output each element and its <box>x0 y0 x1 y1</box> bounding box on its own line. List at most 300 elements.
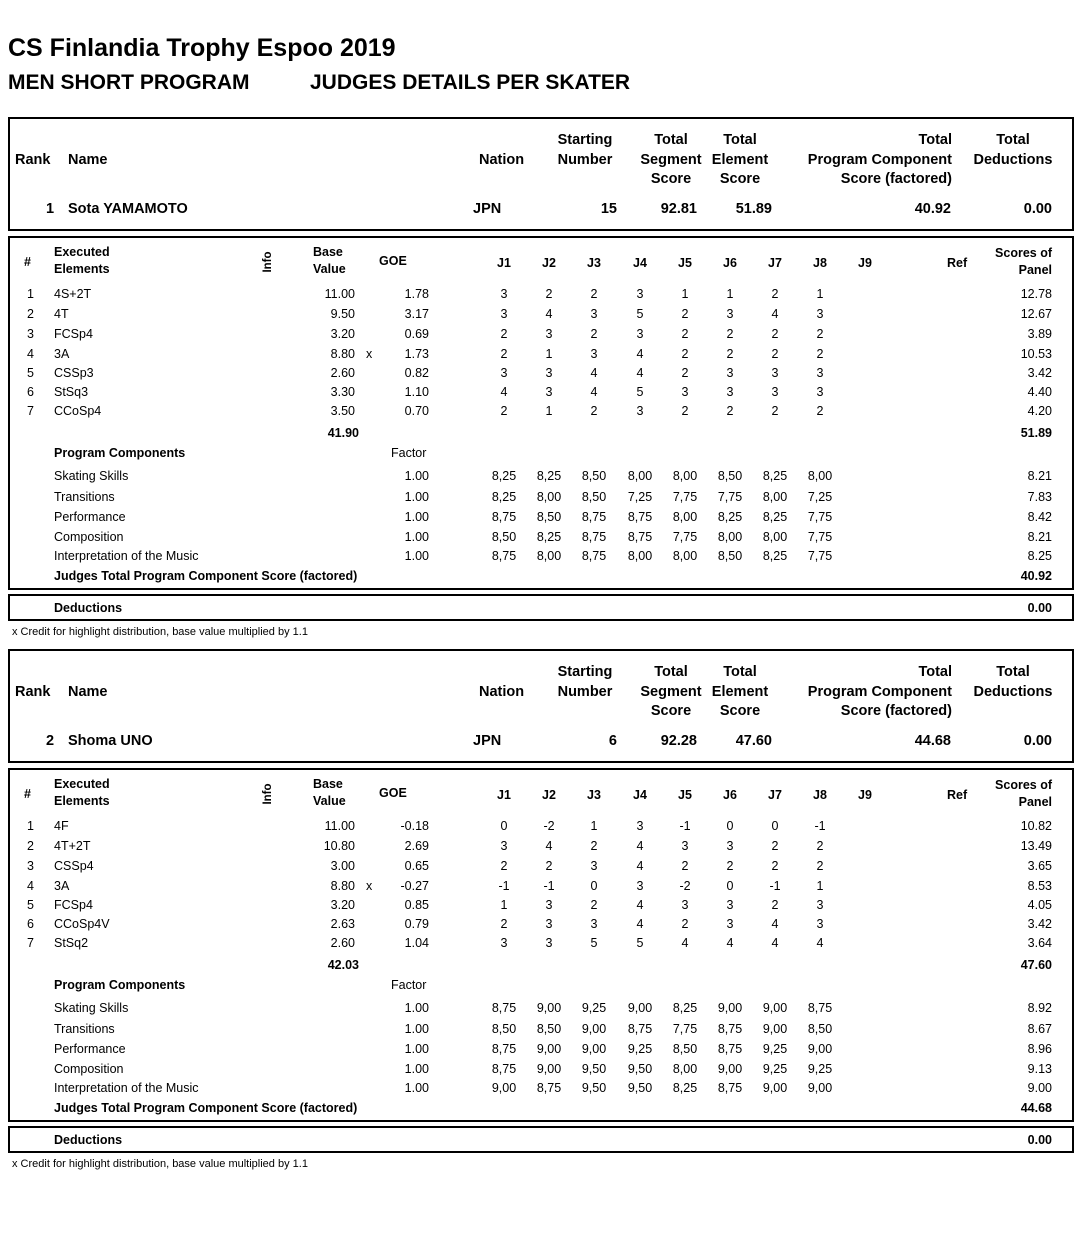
judge-component-score: 8,00 <box>672 510 698 524</box>
judge-goe: 3 <box>500 307 508 321</box>
judge-header: J2 <box>542 256 556 270</box>
judge-goe: -2 <box>679 879 691 893</box>
info-header: Info <box>262 251 274 273</box>
judge-goe: 3 <box>726 366 734 380</box>
pcs-total-value: 44.68 <box>1020 1101 1052 1115</box>
goe-header: GOE <box>379 254 407 268</box>
judge-component-score: 9,25 <box>581 1001 607 1015</box>
judge-component-score: 8,50 <box>807 1022 833 1036</box>
judge-goe: 2 <box>500 917 508 931</box>
footnote: x Credit for highlight distribution, base value multiplied by 1.1 <box>12 1158 308 1170</box>
deductions-label: Deductions <box>54 601 123 615</box>
judge-header: J6 <box>723 256 737 270</box>
deductions-value: 0.00 <box>1027 601 1052 615</box>
judge-goe: 2 <box>681 366 689 380</box>
element-code: 4T <box>54 307 69 321</box>
judge-goe: 2 <box>500 859 508 873</box>
judge-goe: 2 <box>681 347 689 361</box>
judge-goe: 4 <box>771 936 779 950</box>
judge-component-score: 9,00 <box>536 1042 562 1056</box>
judge-component-score: 9,00 <box>536 1001 562 1015</box>
judge-component-score: 8,25 <box>536 530 562 544</box>
judge-goe: 4 <box>545 307 553 321</box>
judge-goe: 1 <box>545 347 553 361</box>
judge-header: J7 <box>768 788 782 802</box>
judge-goe: -1 <box>679 819 691 833</box>
total-deductions-header: Total Deductions <box>973 132 1053 168</box>
judge-goe: 3 <box>726 898 734 912</box>
judge-component-score: 8,75 <box>627 1022 653 1036</box>
scores-of-panel-header: Scores of Panel <box>995 246 1052 277</box>
judge-component-score: 7,25 <box>807 490 833 504</box>
skater-nation: JPN <box>473 733 502 749</box>
component-factor: 1.00 <box>404 1081 429 1095</box>
total-element-score-header: Total Element Score <box>711 664 769 719</box>
judge-component-score: 9,00 <box>536 1062 562 1076</box>
report-title: JUDGES DETAILS PER SKATER <box>310 71 631 94</box>
judge-component-score: 9,00 <box>627 1001 653 1015</box>
deductions-box <box>8 1126 1074 1153</box>
judge-goe: 2 <box>771 404 779 418</box>
judge-header: J4 <box>633 788 647 802</box>
ref-header: Ref <box>947 256 968 270</box>
base-value-total: 41.90 <box>327 426 359 440</box>
scores-of-panel-header: Scores of Panel <box>995 778 1052 809</box>
element-code: 3A <box>54 347 70 361</box>
element-base-value: 3.50 <box>330 404 355 418</box>
skater-tss: 92.81 <box>660 201 697 217</box>
judge-goe: 4 <box>636 347 644 361</box>
element-index: 5 <box>27 898 34 912</box>
element-code: StSq2 <box>54 936 89 950</box>
judge-goe: 2 <box>681 327 689 341</box>
total-deductions-header: Total Deductions <box>973 664 1053 700</box>
element-index: 3 <box>27 859 34 873</box>
component-panel-score: 8.92 <box>1027 1001 1052 1015</box>
highlight-mark: x <box>366 347 373 361</box>
judge-component-score: 9,50 <box>581 1081 607 1095</box>
judge-header: J3 <box>587 788 601 802</box>
judge-component-score: 8,25 <box>762 469 788 483</box>
judge-goe: 3 <box>726 917 734 931</box>
highlight-mark: x <box>366 879 373 893</box>
element-goe: 1.73 <box>404 347 429 361</box>
info-header: Info <box>262 783 274 805</box>
element-base-value: 2.60 <box>330 366 355 380</box>
judge-goe: 3 <box>636 404 644 418</box>
judge-goe: 4 <box>545 839 553 853</box>
judge-header: J4 <box>633 256 647 270</box>
rank-header: Rank <box>15 152 51 168</box>
judge-component-score: 9,25 <box>807 1062 833 1076</box>
judge-goe: 3 <box>545 917 553 931</box>
judge-goe: 1 <box>816 879 824 893</box>
element-base-value: 10.80 <box>323 839 355 853</box>
judge-goe: 5 <box>590 936 598 950</box>
judge-goe: 3 <box>681 839 689 853</box>
total-pcs-header: Total Program Component Score (factored) <box>807 132 952 187</box>
judge-goe: 2 <box>771 347 779 361</box>
judge-goe: 2 <box>590 327 598 341</box>
judge-goe: 3 <box>771 385 779 399</box>
element-index: 6 <box>27 917 34 931</box>
judge-component-score: 8,25 <box>491 490 517 504</box>
judge-goe: 3 <box>816 307 824 321</box>
judge-goe: 3 <box>590 859 598 873</box>
judge-goe: 4 <box>771 917 779 931</box>
element-goe: 0.82 <box>404 366 429 380</box>
judge-component-score: 9,00 <box>762 1001 788 1015</box>
judge-goe: 1 <box>816 287 824 301</box>
element-goe: 0.65 <box>404 859 429 873</box>
element-code: FCSp4 <box>54 327 93 341</box>
judge-goe: 4 <box>816 936 824 950</box>
factor-header: Factor <box>391 978 427 992</box>
judge-component-score: 8,75 <box>491 510 517 524</box>
judge-component-score: 8,25 <box>717 510 743 524</box>
judge-component-score: 9,50 <box>581 1062 607 1076</box>
element-code: CSSp4 <box>54 859 94 873</box>
judge-component-score: 9,00 <box>717 1062 743 1076</box>
judge-goe: 2 <box>681 859 689 873</box>
element-code: 3A <box>54 879 70 893</box>
judge-component-score: 8,50 <box>672 1042 698 1056</box>
skater-rank: 2 <box>46 733 55 749</box>
judge-component-score: 7,75 <box>717 490 743 504</box>
judge-goe: -1 <box>498 879 510 893</box>
element-goe: 0.79 <box>404 917 429 931</box>
judge-component-score: 8,75 <box>491 1062 517 1076</box>
judge-component-score: 8,50 <box>717 549 743 563</box>
skater-start-number: 6 <box>608 733 617 749</box>
judge-goe: 3 <box>816 366 824 380</box>
component-panel-score: 7.83 <box>1027 490 1052 504</box>
element-base-value: 2.63 <box>330 917 355 931</box>
judge-component-score: 8,50 <box>717 469 743 483</box>
judge-goe: 2 <box>771 859 779 873</box>
judge-goe: 2 <box>726 347 734 361</box>
component-panel-score: 9.00 <box>1027 1081 1052 1095</box>
judge-header: J9 <box>858 788 872 802</box>
element-panel-score: 12.67 <box>1020 307 1052 321</box>
judge-goe: 0 <box>590 879 598 893</box>
judge-goe: 2 <box>726 859 734 873</box>
judge-goe: 2 <box>545 859 553 873</box>
judge-component-score: 9,25 <box>627 1042 653 1056</box>
skater-rank: 1 <box>46 201 55 217</box>
component-name: Skating Skills <box>54 1001 129 1015</box>
rank-header: Rank <box>15 684 51 700</box>
element-index: 5 <box>27 366 34 380</box>
component-panel-score: 8.67 <box>1027 1022 1052 1036</box>
executed-elements-header: Executed Elements <box>54 245 110 276</box>
judge-component-score: 8,00 <box>672 469 698 483</box>
judge-goe: 4 <box>636 898 644 912</box>
base-value-total: 42.03 <box>327 958 359 972</box>
judge-header: J6 <box>723 788 737 802</box>
component-name: Skating Skills <box>54 469 129 483</box>
nation-header: Nation <box>479 152 525 168</box>
element-base-value: 8.80 <box>330 347 355 361</box>
judge-goe: 3 <box>636 327 644 341</box>
judge-goe: 3 <box>726 385 734 399</box>
judge-component-score: 8,50 <box>581 490 607 504</box>
judge-goe: 2 <box>590 404 598 418</box>
skater-deductions: 0.00 <box>1023 733 1052 749</box>
judge-goe: -1 <box>769 879 781 893</box>
skater-name: Shoma UNO <box>68 733 153 749</box>
element-base-value: 8.80 <box>330 879 355 893</box>
judge-goe: 0 <box>500 819 508 833</box>
judge-goe: 2 <box>816 859 824 873</box>
judge-goe: 2 <box>726 404 734 418</box>
judge-goe: 0 <box>771 819 779 833</box>
judge-goe: 3 <box>500 287 508 301</box>
judge-component-score: 7,75 <box>807 510 833 524</box>
judge-header: J1 <box>497 256 511 270</box>
skater-start-number: 15 <box>600 201 617 217</box>
element-panel-score: 8.53 <box>1027 879 1052 893</box>
skater-pcs: 40.92 <box>914 201 951 217</box>
component-name: Interpretation of the Music <box>54 1081 199 1095</box>
pcs-total-label: Judges Total Program Component Score (factored) <box>54 1101 358 1115</box>
judge-goe: 3 <box>500 936 508 950</box>
judge-goe: 2 <box>590 898 598 912</box>
judge-component-score: 8,50 <box>581 469 607 483</box>
judge-goe: 5 <box>636 385 644 399</box>
component-factor: 1.00 <box>404 510 429 524</box>
judge-goe: 3 <box>545 327 553 341</box>
judge-goe: 3 <box>590 307 598 321</box>
element-index: 2 <box>27 839 34 853</box>
skater-deductions: 0.00 <box>1023 201 1052 217</box>
component-factor: 1.00 <box>404 1022 429 1036</box>
pcs-total-label: Judges Total Program Component Score (factored) <box>54 569 358 583</box>
judge-component-score: 8,25 <box>672 1001 698 1015</box>
judge-component-score: 8,50 <box>536 510 562 524</box>
executed-elements-header: Executed Elements <box>54 777 110 808</box>
component-panel-score: 8.96 <box>1027 1042 1052 1056</box>
judge-goe: 4 <box>726 936 734 950</box>
judge-header: J8 <box>813 788 827 802</box>
judge-component-score: 8,25 <box>536 469 562 483</box>
judge-goe: -2 <box>543 819 555 833</box>
judge-goe: 2 <box>500 347 508 361</box>
judge-component-score: 7,25 <box>627 490 653 504</box>
skater-tes: 47.60 <box>735 733 772 749</box>
judge-goe: 3 <box>545 385 553 399</box>
element-code: CSSp3 <box>54 366 94 380</box>
event-title: CS Finlandia Trophy Espoo 2019 <box>8 34 396 62</box>
judge-goe: 0 <box>726 879 734 893</box>
element-index: 2 <box>27 307 34 321</box>
judge-component-score: 8,75 <box>491 1042 517 1056</box>
judge-goe: 3 <box>681 385 689 399</box>
judge-component-score: 8,75 <box>581 549 607 563</box>
element-panel-score: 10.53 <box>1020 347 1052 361</box>
judge-goe: 3 <box>771 366 779 380</box>
element-base-value: 3.20 <box>330 898 355 912</box>
component-name: Transitions <box>54 490 115 504</box>
component-panel-score: 8.25 <box>1027 549 1052 563</box>
element-index: 7 <box>27 404 34 418</box>
judge-component-score: 8,75 <box>807 1001 833 1015</box>
deductions-label: Deductions <box>54 1133 123 1147</box>
judge-component-score: 8,50 <box>491 1022 517 1036</box>
skater-tes: 51.89 <box>735 201 772 217</box>
judge-header: J1 <box>497 788 511 802</box>
element-code: 4T+2T <box>54 839 91 853</box>
component-factor: 1.00 <box>404 1042 429 1056</box>
judge-goe: 2 <box>681 404 689 418</box>
judge-component-score: 8,00 <box>536 549 562 563</box>
judge-goe: 2 <box>590 287 598 301</box>
starting-number-header: Starting Number <box>557 664 613 700</box>
judge-header: J5 <box>678 256 692 270</box>
element-goe: 0.69 <box>404 327 429 341</box>
judge-component-score: 8,00 <box>672 1062 698 1076</box>
judge-goe: 3 <box>816 898 824 912</box>
element-base-value: 3.30 <box>330 385 355 399</box>
judge-goe: 2 <box>771 839 779 853</box>
judge-goe: 1 <box>545 404 553 418</box>
judge-goe: 3 <box>545 936 553 950</box>
judge-goe: 3 <box>590 347 598 361</box>
judge-goe: 2 <box>681 917 689 931</box>
judge-component-score: 8,00 <box>762 530 788 544</box>
judge-goe: 2 <box>726 327 734 341</box>
judge-component-score: 8,25 <box>672 1081 698 1095</box>
judge-goe: 4 <box>636 366 644 380</box>
total-segment-score-header: Total Segment Score <box>640 132 702 187</box>
judge-component-score: 8,75 <box>536 1081 562 1095</box>
element-goe: 1.78 <box>404 287 429 301</box>
base-value-header: Base Value <box>313 245 346 276</box>
judge-component-score: 7,75 <box>672 1022 698 1036</box>
judge-goe: 2 <box>771 327 779 341</box>
component-name: Interpretation of the Music <box>54 549 199 563</box>
judge-goe: 3 <box>681 898 689 912</box>
element-num-header: # <box>24 255 31 269</box>
element-code: 4F <box>54 819 69 833</box>
component-panel-score: 8.21 <box>1027 469 1052 483</box>
judge-component-score: 9,25 <box>762 1042 788 1056</box>
component-factor: 1.00 <box>404 469 429 483</box>
element-base-value: 9.50 <box>330 307 355 321</box>
ref-header: Ref <box>947 788 968 802</box>
judge-goe: 4 <box>681 936 689 950</box>
judge-goe: 3 <box>500 839 508 853</box>
judge-goe: 1 <box>681 287 689 301</box>
skater-nation: JPN <box>473 201 502 217</box>
judge-component-score: 7,75 <box>672 490 698 504</box>
judge-component-score: 8,00 <box>807 469 833 483</box>
element-base-value: 3.00 <box>330 859 355 873</box>
name-header: Name <box>68 152 108 168</box>
judge-goe: 2 <box>816 327 824 341</box>
component-name: Performance <box>54 510 126 524</box>
component-factor: 1.00 <box>404 1062 429 1076</box>
pcs-total-value: 40.92 <box>1020 569 1052 583</box>
component-factor: 1.00 <box>404 530 429 544</box>
judge-goe: 3 <box>545 366 553 380</box>
element-index: 4 <box>27 879 34 893</box>
element-index: 1 <box>27 819 34 833</box>
judge-goe: 2 <box>816 839 824 853</box>
judge-header: J5 <box>678 788 692 802</box>
element-num-header: # <box>24 787 31 801</box>
total-pcs-header: Total Program Component Score (factored) <box>807 664 952 719</box>
judge-goe: 1 <box>590 819 598 833</box>
element-goe: -0.18 <box>400 819 429 833</box>
element-panel-score: 3.42 <box>1027 366 1052 380</box>
judge-goe: 2 <box>500 404 508 418</box>
judge-component-score: 8,00 <box>672 549 698 563</box>
component-factor: 1.00 <box>404 549 429 563</box>
goe-header: GOE <box>379 786 407 800</box>
component-panel-score: 8.21 <box>1027 530 1052 544</box>
judge-component-score: 9,00 <box>717 1001 743 1015</box>
judge-component-score: 8,50 <box>536 1022 562 1036</box>
judge-goe: 1 <box>500 898 508 912</box>
judge-component-score: 8,75 <box>581 510 607 524</box>
component-name: Performance <box>54 1042 126 1056</box>
element-index: 7 <box>27 936 34 950</box>
element-panel-score: 12.78 <box>1020 287 1052 301</box>
judge-goe: 2 <box>771 898 779 912</box>
judge-component-score: 7,75 <box>672 530 698 544</box>
deductions-value: 0.00 <box>1027 1133 1052 1147</box>
judge-goe: 2 <box>771 287 779 301</box>
element-panel-score: 13.49 <box>1020 839 1052 853</box>
element-goe: 0.85 <box>404 898 429 912</box>
judge-component-score: 8,25 <box>762 549 788 563</box>
judge-goe: 4 <box>771 307 779 321</box>
judge-component-score: 9,00 <box>762 1022 788 1036</box>
judge-goe: 3 <box>636 879 644 893</box>
judge-component-score: 9,00 <box>807 1042 833 1056</box>
judge-goe: 2 <box>681 307 689 321</box>
judge-component-score: 8,75 <box>717 1042 743 1056</box>
element-panel-score: 4.40 <box>1027 385 1052 399</box>
element-panel-score: 10.82 <box>1020 819 1052 833</box>
judge-component-score: 9,00 <box>581 1042 607 1056</box>
element-index: 3 <box>27 327 34 341</box>
judge-goe: 3 <box>545 898 553 912</box>
element-goe: -0.27 <box>400 879 429 893</box>
component-panel-score: 9.13 <box>1027 1062 1052 1076</box>
judge-component-score: 8,75 <box>627 530 653 544</box>
judge-header: J9 <box>858 256 872 270</box>
judge-goe: 1 <box>726 287 734 301</box>
judge-component-score: 8,75 <box>581 530 607 544</box>
judge-component-score: 8,75 <box>627 510 653 524</box>
element-base-value: 2.60 <box>330 936 355 950</box>
judge-component-score: 9,25 <box>762 1062 788 1076</box>
element-code: CCoSp4 <box>54 404 102 418</box>
total-element-score-header: Total Element Score <box>711 132 769 187</box>
judge-goe: 4 <box>636 859 644 873</box>
element-goe: 3.17 <box>404 307 429 321</box>
judge-goe: 3 <box>726 307 734 321</box>
skater-tss: 92.28 <box>660 733 697 749</box>
judge-goe: 3 <box>636 287 644 301</box>
judge-component-score: 8,75 <box>717 1081 743 1095</box>
judge-goe: 5 <box>636 936 644 950</box>
judge-goe: 4 <box>590 366 598 380</box>
base-value-header: Base Value <box>313 777 346 808</box>
judge-goe: 2 <box>500 327 508 341</box>
